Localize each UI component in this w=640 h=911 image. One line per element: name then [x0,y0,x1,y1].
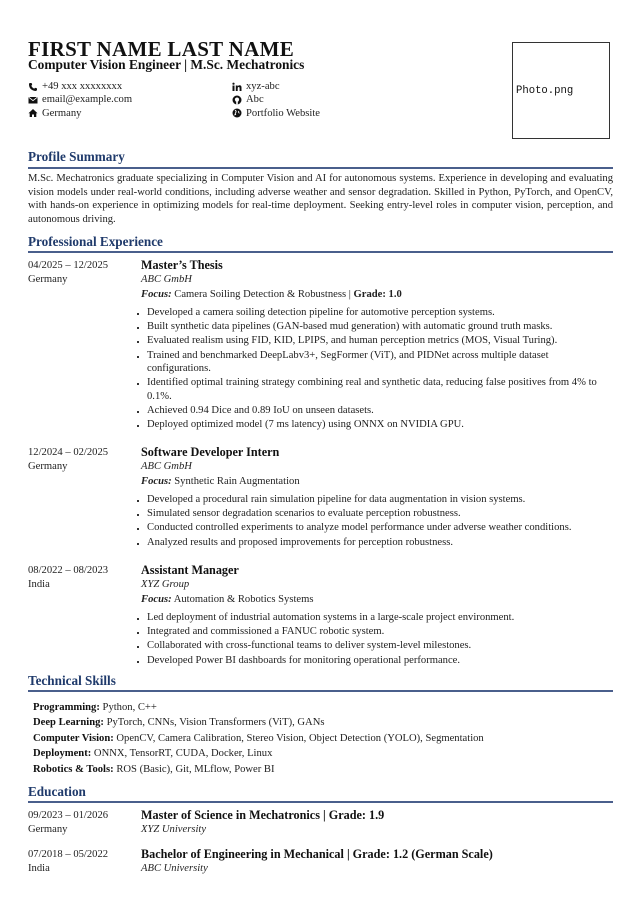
entry-organization: ABC GmbH [141,274,192,285]
contact-portfolio[interactable]: Portfolio Website [232,107,320,120]
entry-bullets [135,306,613,433]
contact-phone: +49 xxx xxxxxxxx [28,80,132,93]
globe-icon [232,108,242,118]
bullet-item: Conducted controlled experiments to analyze model performance under adverse weather conditions. [135,521,613,535]
entry-title: Assistant Manager [141,563,239,577]
skill-row: Robotics & Tools: ROS (Basic), Git, MLflow, Power BI [33,763,275,775]
section-divider [28,801,613,803]
bullet-item: Led deployment of industrial automation systems in a large-scale project environment. [135,611,613,625]
entry-dates: 07/2018 – 05/2022 [28,849,109,860]
skill-row: Programming: Python, C++ [33,702,157,713]
section-divider [28,167,613,169]
entry-degree: Master of Science in Mechatronics | Grade: 1.9 [141,808,385,822]
bullet-item: Developed a camera soiling detection pipeline for automotive perception systems. [135,306,613,320]
entry-focus: Focus: Automation & Robotics Systems [141,594,314,605]
skill-row: Deployment: ONNX, TensorRT, CUDA, Docker, Linux [33,748,273,760]
contact-email[interactable]: email@example.com [28,93,132,106]
contact-github[interactable]: Abc [232,93,320,106]
skill-row: Computer Vision: OpenCV, Camera Calibration, Stereo Vision, Object Detection (YOLO), Segmentation [33,732,484,744]
bullet-item: Achieved 0.94 Dice and 0.89 IoU on unseen datasets. [135,404,613,418]
skills-list [33,700,484,777]
entry-bullets [135,611,613,668]
bullet-item: Integrated and commissioned a FANUC robotic system. [135,625,613,639]
entry-school: ABC University [141,863,208,874]
entry-title: Software Developer Intern [141,445,280,459]
bullet-item: Simulated sensor degradation scenarios to evaluate perception robustness. [135,507,613,521]
bullet-item: Built synthetic data pipelines (GAN-based mud generation) with automatic ground truth masks. [135,320,613,334]
phone-icon [28,82,38,92]
entry-dates: 04/2025 – 12/2025 [28,260,109,271]
github-icon [232,95,242,105]
entry-dates: 08/2022 – 08/2023 [28,565,109,576]
linkedin-icon [232,82,242,92]
entry-location: Germany [28,274,68,285]
bullet-item: Identified optimal training strategy combining real and synthetic data, reducing false positives from 4% to 0.1%. [135,376,613,403]
section-divider [28,690,613,692]
bullet-item: Deployed optimized model (7 ms latency) using ONNX on NVIDIA GPU. [135,418,613,432]
entry-school: XYZ University [141,824,207,835]
bullet-item: Trained and benchmarked DeepLabv3+, SegFormer (ViT), and PIDNet across multiple dataset configurations. [135,349,613,376]
bullet-item: Developed Power BI dashboards for monitoring operational performance. [135,654,613,668]
bullet-item: Developed a procedural rain simulation pipeline for data augmentation in vision systems. [135,493,613,507]
section-title-profile: Profile Summary [28,149,125,164]
section-title-education: Education [28,784,86,799]
photo-placeholder: Photo.png [512,42,610,139]
section-divider [28,251,613,253]
section-title-skills: Technical Skills [28,673,116,688]
entry-grade: Grade: 1.0 [353,289,402,300]
contact-list-left [28,80,132,120]
entry-location: India [28,863,50,874]
bullet-item: Analyzed results and proposed improvements for perception robustness. [135,536,613,550]
candidate-headline: Computer Vision Engineer | M.Sc. Mechatronics [28,57,305,72]
entry-title: Master’s Thesis [141,258,223,272]
entry-organization: ABC GmbH [141,461,192,472]
entry-organization: XYZ Group [141,579,190,590]
entry-dates: 09/2023 – 01/2026 [28,810,109,821]
entry-bullets [135,493,613,550]
bullet-item: Collaborated with cross-functional teams to deliver system-level milestones. [135,639,613,653]
contact-linkedin[interactable]: xyz-abc [232,80,320,93]
contact-location: Germany [28,107,132,120]
contact-list-right [232,80,320,120]
profile-summary-text: M.Sc. Mechatronics graduate specializing in Computer Vision and AI for autonomous systems. Experience in developing and evaluating vision models under real-world conditions, including adverse weather and sensor degradation. Skilled in Python, PyTorch, and OpenCV, with hands-on experience in optimizing models for real-time deployment. Seeking entry-level roles in computer vision, perception, and autonomous driving. [28,173,613,225]
entry-location: Germany [28,824,68,835]
section-title-experience: Professional Experience [28,234,163,249]
entry-focus: Focus: Camera Soiling Detection & Robustness | Grade: 1.0 [141,289,402,300]
entry-dates: 12/2024 – 02/2025 [28,447,109,458]
skill-row: Deep Learning: PyTorch, CNNs, Vision Transformers (ViT), GANs [33,717,325,729]
entry-degree: Bachelor of Engineering in Mechanical | Grade: 1.2 (German Scale) [141,847,493,861]
entry-location: Germany [28,461,68,472]
entry-location: India [28,579,50,590]
candidate-name: FIRST NAME LAST NAME [28,37,295,61]
bullet-item: Evaluated realism using FID, KID, LPIPS, and human perception metrics (MOS, Visual Turing). [135,334,613,348]
entry-focus: Focus: Synthetic Rain Augmentation [141,476,300,487]
home-icon [28,108,38,118]
envelope-icon [28,95,38,105]
